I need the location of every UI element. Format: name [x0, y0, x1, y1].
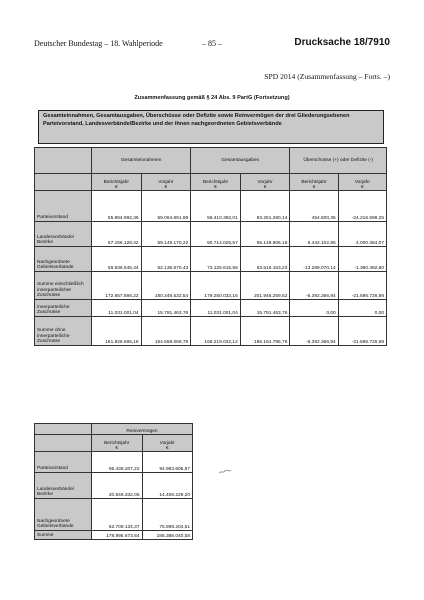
group-header: Gesamtausgaben	[191, 148, 290, 174]
value-cell: -21.596.726,98	[338, 272, 386, 300]
table-group-header-row	[35, 424, 193, 435]
value-cell: -6.392.366,94	[290, 317, 338, 346]
value-cell: 55.864.992,36	[92, 191, 142, 222]
table-group-header-row	[35, 148, 387, 174]
description-box: Gesamteinnahmen, Gesamtausgaben, Überschüsse oder Defizite sowie Reinvermögen der drei Gliederungsebenen Parteivorstand, Landesverbände/Bezirke und der ihnen nachgeordneten Gebietsverbände	[38, 110, 384, 144]
table-row	[35, 531, 193, 540]
table-row	[35, 300, 387, 317]
value-cell: -13.289.070,14	[290, 247, 338, 272]
page-number: – 85 –	[202, 39, 222, 48]
value-cell: 178.995.673,64	[92, 531, 143, 540]
table-row	[35, 191, 387, 222]
corner-cell	[35, 435, 92, 452]
table-row	[35, 473, 193, 499]
table-row	[35, 499, 193, 531]
value-cell: 180.349.532,54	[141, 272, 191, 300]
value-cell: 75.998.204,51	[142, 499, 193, 531]
document-number-value: 7910	[367, 37, 390, 48]
table-row	[35, 222, 387, 247]
row-label: Parteivorstand	[35, 191, 92, 222]
value-cell: -21.596.726,98	[338, 317, 386, 346]
value-cell: 15.791.463,76	[240, 300, 290, 317]
row-label: Summe	[35, 531, 92, 540]
summary-table	[34, 147, 387, 346]
value-cell: -6.392.366,94	[290, 272, 338, 300]
row-label: innerparteiliche Zuschüsse	[35, 300, 92, 317]
table-row	[35, 272, 387, 300]
value-cell: 59.836.545,44	[92, 247, 142, 272]
value-cell: 59.064.691,89	[141, 191, 191, 222]
column-header: Vorjahr €	[338, 174, 386, 191]
value-cell: 4.000.364,07	[338, 222, 386, 247]
group-header: Gesamteinnahmen	[92, 148, 191, 174]
column-header: Berichtsjahr €	[290, 174, 338, 191]
value-cell: -24.216.598,25	[338, 191, 386, 222]
row-label: Summe ohne innerparteiliche Zuschüsse	[35, 317, 92, 346]
value-cell: 50.714.025,57	[191, 222, 241, 247]
value-cell: 11.031.001,04	[92, 300, 142, 317]
value-cell: 14.406.229,20	[142, 473, 193, 499]
value-cell: 95.438.207,22	[92, 452, 143, 473]
value-cell: 62.709.134,37	[92, 499, 143, 531]
document-number	[294, 37, 390, 48]
table-subheader-row	[35, 435, 193, 452]
table-row	[35, 247, 387, 272]
group-header: Reinvermögen	[92, 424, 193, 435]
value-cell: 55.148.806,15	[240, 222, 290, 247]
value-cell: 0,00	[290, 300, 338, 317]
value-cell: 201.946.259,52	[240, 272, 290, 300]
row-label: Parteivorstand	[35, 452, 92, 473]
value-cell: 62.135.670,43	[141, 247, 191, 272]
value-cell: 168.219.032,12	[191, 317, 241, 346]
value-cell: 83.281.290,14	[240, 191, 290, 222]
document-number-prefix: Drucksache 18/	[294, 37, 368, 48]
value-cell: 20.848.332,05	[92, 473, 143, 499]
corner-cell	[35, 424, 92, 435]
value-cell: 164.558.068,78	[141, 317, 191, 346]
value-cell: 59.149.170,22	[141, 222, 191, 247]
table-subheader-row	[35, 174, 387, 191]
header-left: Deutscher Bundestag – 18. Wahlperiode	[34, 39, 163, 48]
value-cell: 15.791.463,76	[141, 300, 191, 317]
pen-mark	[218, 469, 232, 475]
value-cell: 6.442.102,85	[290, 222, 338, 247]
corner-cell	[35, 174, 92, 191]
value-cell: 172.857.666,22	[92, 272, 142, 300]
column-header: Berichtsjahr €	[191, 174, 241, 191]
value-cell: 0,00	[338, 300, 386, 317]
row-label: Nachgeordnete Gebietsverbände	[35, 247, 92, 272]
row-label: Nachgeordnete Gebietsverbände	[35, 499, 92, 531]
column-header: Vorjahr €	[240, 174, 290, 191]
value-cell: 186.154.795,76	[240, 317, 290, 346]
value-cell: 73.125.615,58	[191, 247, 241, 272]
net-assets-table	[34, 423, 193, 540]
column-header: Berichtsjahr €	[92, 174, 142, 191]
value-cell: 56.410.392,01	[191, 191, 241, 222]
value-cell: -1.380.492,80	[338, 247, 386, 272]
value-cell: 63.516.163,23	[240, 247, 290, 272]
column-header: Berichtsjahr €	[92, 435, 143, 452]
summary-title: Zusammenfassung gemäß § 24 Abs. 9 PartG (Fortsetzung)	[134, 95, 290, 101]
value-cell: 11.031.001,04	[191, 300, 241, 317]
value-cell: 94.983.606,87	[142, 452, 193, 473]
continuation-note: SPD 2014 (Zusammenfassung – Forts. –)	[264, 72, 390, 81]
row-label: Summe einschließlich innerparteilicher Zuschüsse	[35, 272, 92, 300]
page-header	[34, 37, 390, 51]
value-cell: 161.826.665,18	[92, 317, 142, 346]
corner-cell	[35, 148, 92, 174]
value-cell: 454.600,35	[290, 191, 338, 222]
value-cell: 57.156.128,42	[92, 222, 142, 247]
value-cell: 179.250.033,16	[191, 272, 241, 300]
table-row	[35, 317, 387, 346]
value-cell: 185.388.040,58	[142, 531, 193, 540]
table-row	[35, 452, 193, 473]
row-label: Landesverbände/ Bezirke	[35, 473, 92, 499]
column-header: Vorjahr €	[142, 435, 193, 452]
group-header: Überschüsse (+) oder Defizite (-)	[290, 148, 387, 174]
column-header: Vorjahr €	[141, 174, 191, 191]
row-label: Landesverbände/ Bezirke	[35, 222, 92, 247]
